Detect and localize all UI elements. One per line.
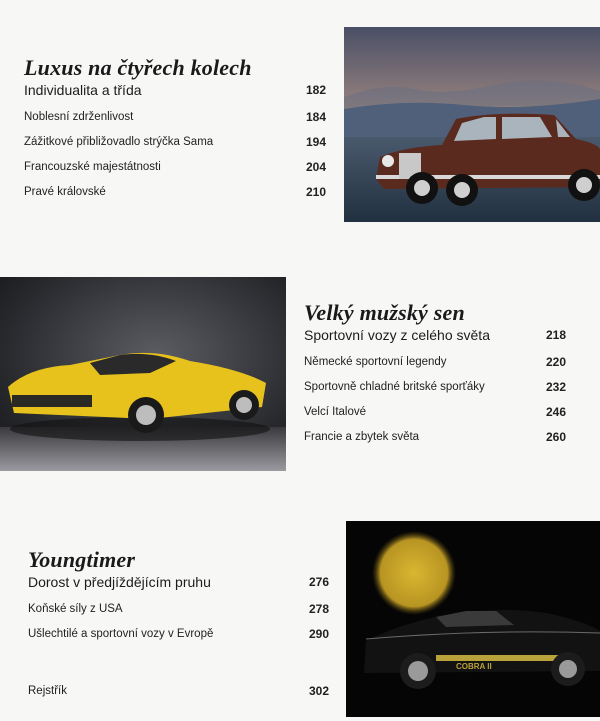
page-number: 278 <box>308 602 329 616</box>
page-number: 194 <box>305 135 326 149</box>
toc-entry-label: Rejstřík <box>28 685 67 697</box>
toc-entry[interactable] <box>24 155 326 180</box>
toc-entry[interactable] <box>304 425 566 450</box>
section-subtitle: Sportovní vozy z celého světa <box>304 327 490 343</box>
toc-entry-label: Koňské síly z USA <box>28 603 123 615</box>
section-subtitle-row[interactable] <box>304 326 566 344</box>
photo-vintage-sedan <box>344 27 600 222</box>
toc-entry-label: Francie a zbytek světa <box>304 431 420 443</box>
section-youngtimer <box>28 547 329 647</box>
page-number: 260 <box>545 430 566 444</box>
toc-entry[interactable] <box>24 105 326 130</box>
toc-entry[interactable] <box>304 350 566 375</box>
page-number: 246 <box>545 405 566 419</box>
toc-entry[interactable] <box>24 180 326 205</box>
section-title: Velký mužský sen <box>304 300 465 325</box>
page-number: 204 <box>305 160 326 174</box>
toc-entry[interactable] <box>304 400 566 425</box>
section-title: Youngtimer <box>28 547 136 572</box>
toc-entry[interactable] <box>304 375 566 400</box>
toc-entry-label: Noblesní zdrženlivost <box>24 111 134 123</box>
toc-entry-label: Sportovně chladné britské sporťáky <box>304 381 485 393</box>
section-subtitle: Dorost v předjíždějícím pruhu <box>28 574 211 590</box>
page-number: 276 <box>308 575 329 589</box>
section-luxus <box>24 55 326 205</box>
toc-entry[interactable] <box>28 622 329 647</box>
toc-entry-label: Německé sportovní legendy <box>304 356 447 368</box>
page-number: 182 <box>305 83 326 97</box>
section-subtitle-row[interactable] <box>24 81 326 99</box>
page-number: 210 <box>305 185 326 199</box>
toc-entry[interactable] <box>24 130 326 155</box>
section-velky-muzsky-sen <box>304 300 566 450</box>
section-title: Luxus na čtyřech kolech <box>24 55 252 80</box>
section-subtitle: Individualita a třída <box>24 82 142 98</box>
page-number: 290 <box>308 627 329 641</box>
photo-black-cobra <box>346 521 600 717</box>
toc-entry-label: Zážitkové přibližovadlo strýčka Sama <box>24 136 214 148</box>
photo-yellow-sportscar <box>0 277 286 471</box>
page-number: 220 <box>545 355 566 369</box>
toc-entry-label: Pravé královské <box>24 186 106 198</box>
toc-entry-label: Velcí Italové <box>304 406 367 418</box>
page-number: 232 <box>545 380 566 394</box>
badge-text: COBRA II <box>456 662 492 671</box>
toc-entry-index[interactable] <box>28 681 329 701</box>
page-number: 302 <box>308 684 329 698</box>
toc-entry[interactable] <box>28 597 329 622</box>
page-number: 218 <box>545 328 566 342</box>
toc-entry-label: Francouzské majestátnosti <box>24 161 161 173</box>
page-number: 184 <box>305 110 326 124</box>
section-subtitle-row[interactable] <box>28 573 329 591</box>
toc-entry-label: Ušlechtilé a sportovní vozy v Evropě <box>28 628 214 640</box>
